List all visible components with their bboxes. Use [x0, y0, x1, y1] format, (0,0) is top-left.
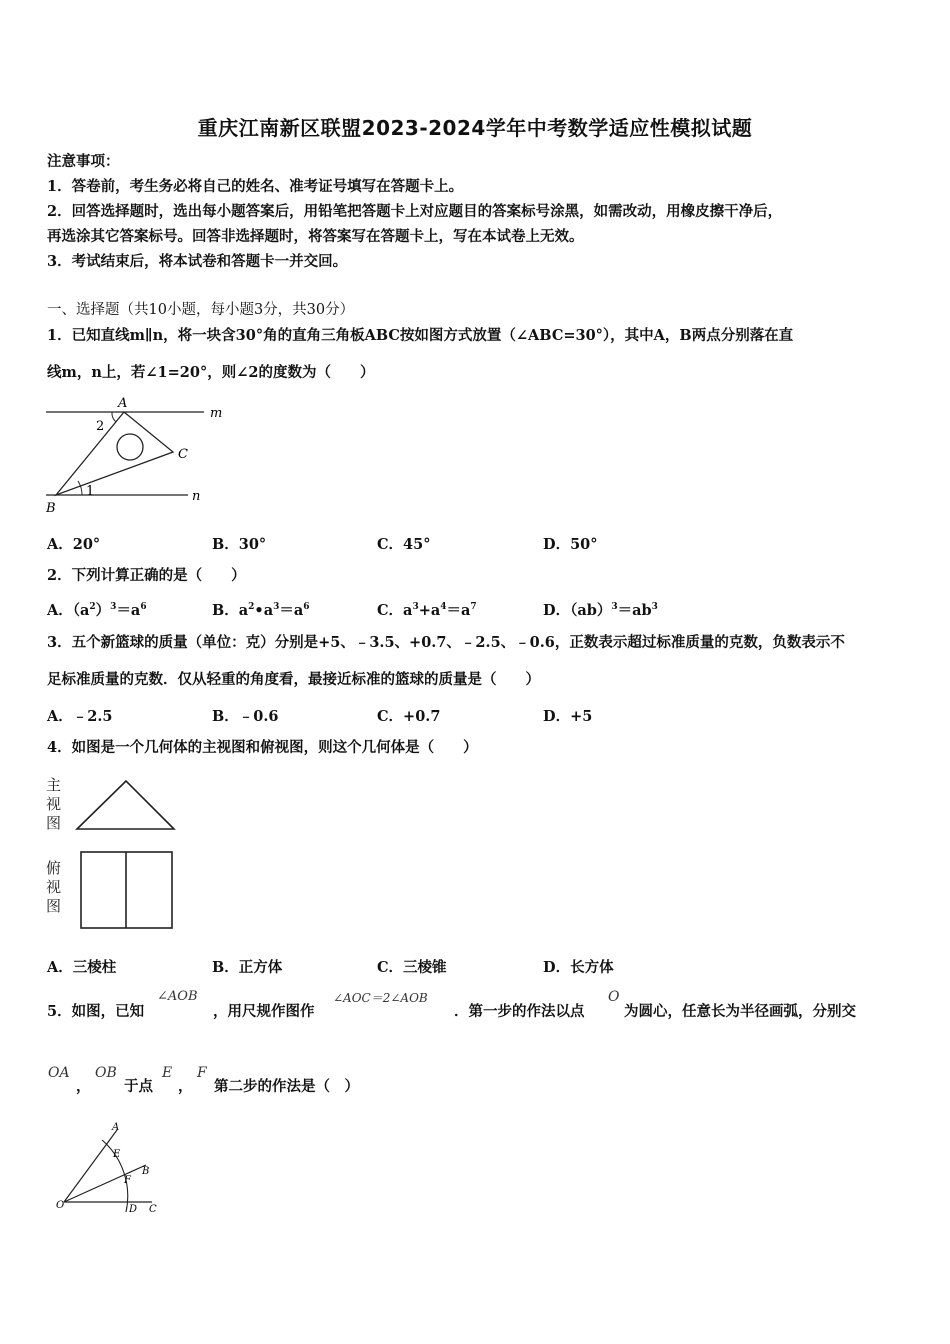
- q1-option-d[interactable]: D．50°: [543, 536, 598, 553]
- q2-option-a[interactable]: A．$(a^2)^3=a^6$: [47, 602, 147, 619]
- q3-stem-line1: 3．五个新篮球的质量（单位：克）分别是+5、﹣3.5、+0.7、﹣2.5、﹣0.6，正数表示超过标准质量的克数，负数表示不: [47, 634, 845, 651]
- ray-oa: [64, 1130, 117, 1202]
- section-heading: 一、选择题（共10小题，每小题3分，共30分）: [47, 302, 355, 318]
- label-A: A: [118, 396, 128, 411]
- fig5-label-B: B: [142, 1166, 150, 1177]
- exam-title: 重庆江南新区联盟2023-2024学年中考数学适应性模拟试题: [197, 116, 753, 140]
- q5-math-o: O: [608, 989, 620, 1005]
- q1-option-c[interactable]: C．45°: [377, 536, 431, 553]
- label-m: m: [210, 406, 223, 421]
- fig5-label-C: C: [149, 1204, 157, 1215]
- q5-text-1: 5．如图，已知: [47, 1003, 145, 1020]
- notice-item-2: 2．回答选择题时，选出每小题答案后，用铅笔把答题卡上对应题目的答案标号涂黑，如需改动，用橡皮擦干净后，: [47, 203, 783, 220]
- q2-stem: 2．下列计算正确的是（ ）: [47, 567, 246, 584]
- top-view-label: 俯 视 图: [46, 859, 62, 915]
- notice-item-1: 1．答卷前，考生务必将自己的姓名、准考证号填写在答题卡上。: [47, 178, 464, 195]
- q5-text-6: 于点: [124, 1078, 153, 1095]
- angle-2-arc: [112, 412, 116, 422]
- q3-option-d[interactable]: D．+5: [543, 708, 593, 725]
- notice-item-2-cont: 再选涂其它答案标号。回答非选择题时，将答案写在答题卡上，写在本试卷上无效。: [47, 228, 584, 245]
- front-view-label: 主 视 图: [46, 776, 62, 832]
- q3-option-c[interactable]: C．+0.7: [377, 708, 441, 725]
- q5-text-3: ．第一步的作法以点: [454, 1003, 585, 1020]
- label-angle-1: 1: [86, 484, 95, 499]
- angle-1-arc: [78, 481, 82, 495]
- top-view-figure: [78, 849, 176, 931]
- q5-text-8: 第二步的作法是（ ）: [214, 1078, 359, 1095]
- q1-option-a[interactable]: A．20°: [47, 536, 101, 553]
- triangle-abc: [56, 412, 173, 495]
- label-B: B: [46, 501, 56, 516]
- q5-math-e: E: [162, 1065, 173, 1081]
- q5-text-5: ，: [76, 1078, 91, 1095]
- label-angle-2: 2: [96, 419, 105, 434]
- fig5-label-A: A: [112, 1122, 120, 1133]
- q5-math-aob: ∠AOB: [157, 989, 198, 1004]
- q1-figure: [42, 393, 232, 518]
- q4-option-b[interactable]: B．正方体: [212, 959, 283, 976]
- q3-option-b[interactable]: B．﹣0.6: [212, 708, 279, 725]
- q2-option-d[interactable]: D．$(ab)^3=ab^3$: [543, 602, 658, 619]
- q3-stem-line2: 足标准质量的克数．仅从轻重的角度看，最接近标准的篮球的质量是（ ）: [47, 671, 540, 688]
- q3-option-a[interactable]: A．﹣2.5: [47, 708, 113, 725]
- q2-option-c[interactable]: C．$a^3+a^4=a^7$: [377, 602, 477, 619]
- q1-stem-line1: 1．已知直线m∥n，将一块含30°角的直角三角板ABC按如图方式放置（∠ABC=30°），其中A，B两点分别落在直: [47, 327, 794, 344]
- notice-heading: 注意事项：: [47, 153, 120, 170]
- q2-option-b[interactable]: B．$a^2•a^3=a^6$: [212, 602, 310, 619]
- q5-figure: [42, 1118, 172, 1218]
- ray-ob: [64, 1165, 146, 1202]
- q5-text-7: ，: [178, 1078, 193, 1095]
- q5-math-f: F: [197, 1065, 207, 1081]
- fig5-label-E: E: [113, 1149, 121, 1160]
- q4-option-a[interactable]: A．三棱柱: [47, 959, 117, 976]
- q5-math-aoc: ∠AOC＝2∠AOB: [333, 991, 428, 1005]
- q1-stem-line2: 线m，n上，若∠1=20°，则∠2的度数为（ ）: [47, 364, 375, 381]
- q5-math-ob: OB: [95, 1065, 117, 1081]
- fig5-label-O: O: [56, 1200, 65, 1211]
- triangle-hole: [117, 434, 143, 460]
- fig5-label-F: F: [124, 1175, 131, 1186]
- front-view-triangle: [77, 781, 174, 829]
- q4-option-c[interactable]: C．三棱锥: [377, 959, 447, 976]
- q5-text-2: ，用尺规作图作: [213, 1003, 315, 1020]
- q1-option-b[interactable]: B．30°: [212, 536, 267, 553]
- q4-option-d[interactable]: D．长方体: [543, 959, 614, 976]
- q5-math-oa: OA: [48, 1065, 70, 1081]
- fig5-label-D: D: [129, 1204, 138, 1215]
- label-C: C: [178, 447, 188, 462]
- q4-stem: 4．如图是一个几何体的主视图和俯视图，则这个几何体是（ ）: [47, 739, 478, 756]
- label-n: n: [192, 489, 201, 504]
- q5-text-4: 为圆心，任意长为半径画弧，分别交: [624, 1003, 856, 1020]
- notice-item-3: 3．考试结束后，将本试卷和答题卡一并交回。: [47, 253, 348, 270]
- front-view-figure: [72, 778, 182, 834]
